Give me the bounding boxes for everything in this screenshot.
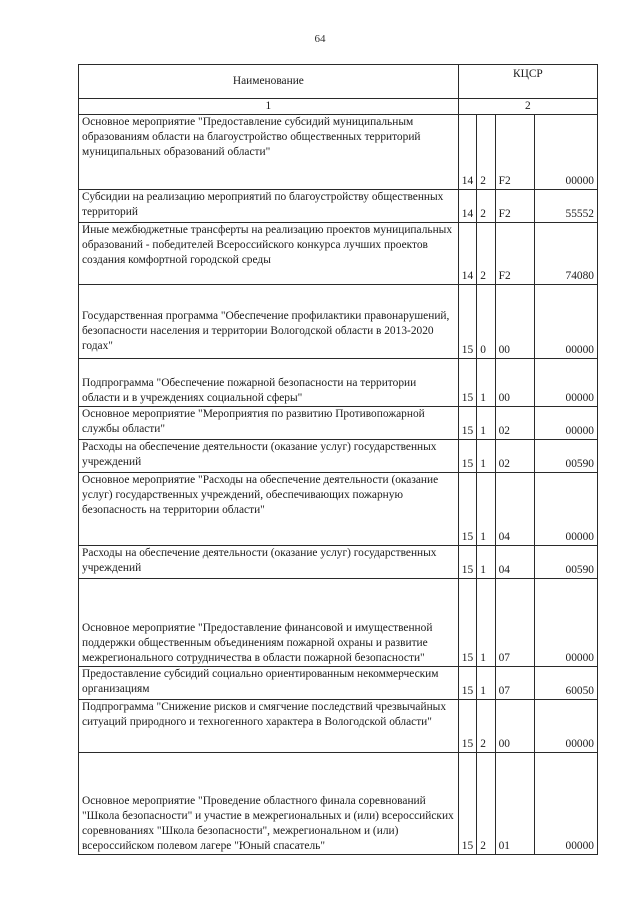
code-subprogram: 2 [477, 753, 495, 855]
code-subprogram: 1 [477, 546, 495, 579]
header-index-kcsr: 2 [458, 99, 597, 115]
row-name: Субсидии на реализацию мероприятий по благоустройству общественных территорий [79, 190, 459, 223]
code-direction: 00000 [534, 407, 598, 440]
code-program: 15 [458, 285, 476, 359]
code-event: 02 [495, 407, 534, 440]
code-program: 15 [458, 700, 476, 753]
row-name: Иные межбюджетные трансферты на реализацию проектов муниципальных образований - победителей Всероссийского конкурса лучших проектов создания комфортной городской среды [79, 223, 459, 285]
row-name: Основное мероприятие "Проведение областного финала соревнований "Школа безопасности" и участие в межрегиональных и (или) всероссийских соревнованиях "Школа безопасности", межрегиональном и (или) всероссийском полевом лагере "Юный спасатель" [79, 753, 459, 855]
table-row [79, 440, 598, 473]
row-name: Подпрограмма "Снижение рисков и смягчение последствий чрезвычайных ситуаций природного и техногенного характера в Вологодской области" [79, 700, 459, 753]
code-subprogram: 1 [477, 407, 495, 440]
code-event: 04 [495, 473, 534, 546]
row-name: Государственная программа "Обеспечение профилактики правонарушений, безопасности населения и территории Вологодской области в 2013-2020 годах" [79, 285, 459, 359]
code-subprogram: 1 [477, 359, 495, 407]
table-row [79, 359, 598, 407]
table-row [79, 223, 598, 285]
row-name: Основное мероприятие "Предоставление финансовой и имущественной поддержки общественным объединениям пожарной охраны и развитие межрегионального сотрудничества в области пожарной безопасности" [79, 579, 459, 667]
table-row [79, 753, 598, 855]
table-row [79, 473, 598, 546]
table-row [79, 407, 598, 440]
code-event: 07 [495, 667, 534, 700]
code-program: 15 [458, 359, 476, 407]
code-event: F2 [495, 190, 534, 223]
code-program: 15 [458, 753, 476, 855]
header-index-name: 1 [79, 99, 459, 115]
code-event: 02 [495, 440, 534, 473]
page-number: 64 [314, 33, 326, 45]
header-kcsr: КЦСР [458, 65, 597, 99]
code-program: 15 [458, 546, 476, 579]
code-subprogram: 1 [477, 579, 495, 667]
code-program: 14 [458, 115, 476, 190]
code-event: 00 [495, 285, 534, 359]
code-program: 15 [458, 407, 476, 440]
code-direction: 00000 [534, 285, 598, 359]
table-row [79, 700, 598, 753]
code-event: 07 [495, 579, 534, 667]
code-direction: 00000 [534, 579, 598, 667]
code-event: 00 [495, 359, 534, 407]
code-program: 15 [458, 667, 476, 700]
row-name: Основное мероприятие "Расходы на обеспечение деятельности (оказание услуг) государственных учреждений, обеспечивающих пожарную безопасность на территории области" [79, 473, 459, 546]
header-index-row [79, 99, 598, 115]
code-program: 14 [458, 223, 476, 285]
code-direction: 00000 [534, 473, 598, 546]
code-event: F2 [495, 115, 534, 190]
row-name: Расходы на обеспечение деятельности (оказание услуг) государственных учреждений [79, 546, 459, 579]
code-event: 01 [495, 753, 534, 855]
table-row [79, 285, 598, 359]
table-row [79, 667, 598, 700]
code-direction: 00000 [534, 753, 598, 855]
code-subprogram: 2 [477, 223, 495, 285]
code-direction: 00590 [534, 440, 598, 473]
code-direction: 55552 [534, 190, 598, 223]
code-direction: 74080 [534, 223, 598, 285]
kcsr-table [78, 64, 598, 855]
header-name: Наименование [79, 65, 459, 99]
code-subprogram: 0 [477, 285, 495, 359]
code-subprogram: 1 [477, 667, 495, 700]
code-event: F2 [495, 223, 534, 285]
table-row [79, 579, 598, 667]
code-program: 15 [458, 579, 476, 667]
table-row [79, 115, 598, 190]
code-event: 00 [495, 700, 534, 753]
code-subprogram: 1 [477, 473, 495, 546]
code-direction: 00000 [534, 115, 598, 190]
row-name: Основное мероприятие "Предоставление субсидий муниципальным образованиям области на благоустройство общественных территорий муниципальных образований области" [79, 115, 459, 190]
code-subprogram: 2 [477, 115, 495, 190]
code-program: 15 [458, 440, 476, 473]
code-event: 04 [495, 546, 534, 579]
code-direction: 00000 [534, 359, 598, 407]
header-row [79, 65, 598, 99]
row-name: Предоставление субсидий социально ориентированным некоммерческим организациям [79, 667, 459, 700]
table-row [79, 546, 598, 579]
table-row [79, 190, 598, 223]
code-direction: 60050 [534, 667, 598, 700]
code-program: 15 [458, 473, 476, 546]
row-name: Основное мероприятие "Мероприятия по развитию Противопожарной службы области" [79, 407, 459, 440]
code-program: 14 [458, 190, 476, 223]
row-name: Расходы на обеспечение деятельности (оказание услуг) государственных учреждений [79, 440, 459, 473]
row-name: Подпрограмма "Обеспечение пожарной безопасности на территории области и в учреждениях социальной сферы" [79, 359, 459, 407]
code-subprogram: 1 [477, 440, 495, 473]
code-direction: 00590 [534, 546, 598, 579]
code-subprogram: 2 [477, 190, 495, 223]
code-direction: 00000 [534, 700, 598, 753]
code-subprogram: 2 [477, 700, 495, 753]
